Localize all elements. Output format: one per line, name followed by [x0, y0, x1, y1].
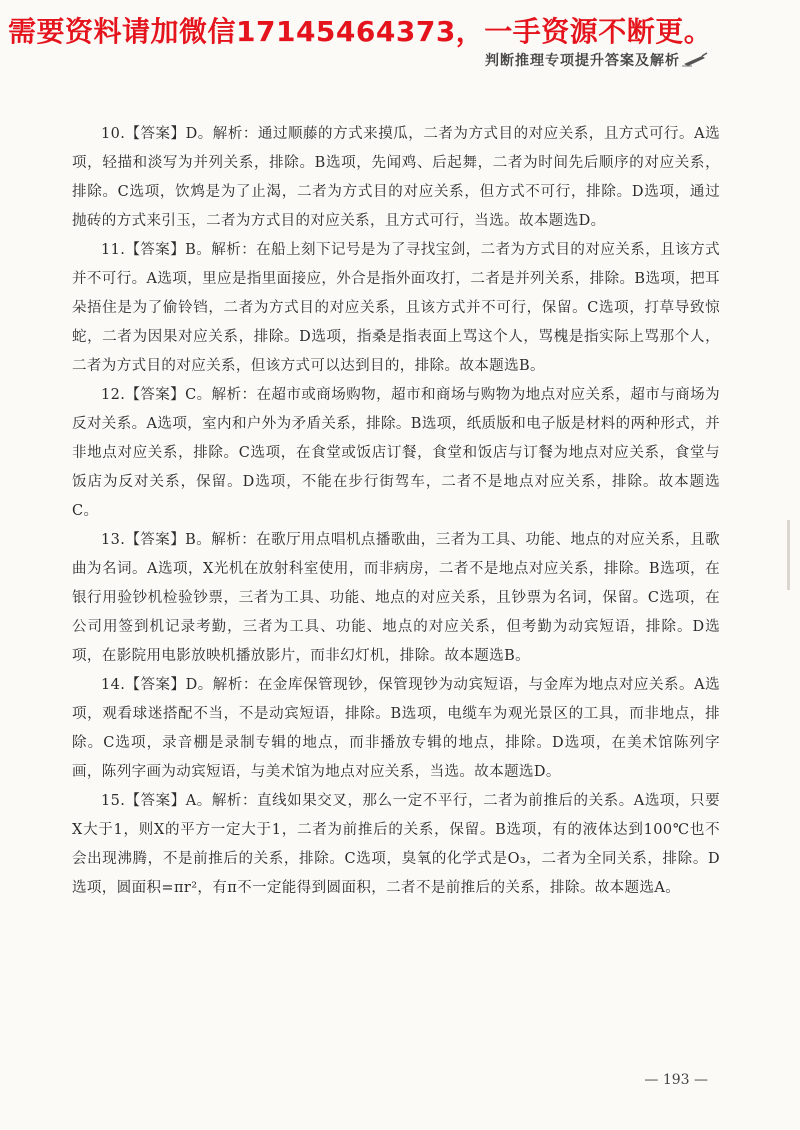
answer-list	[72, 120, 720, 903]
page-number: — 193 —	[644, 1072, 708, 1088]
watermark-banner: 需要资料请加微信17145464373，一手资源不断更。	[8, 15, 713, 48]
answer-10: 10.【答案】D。解析：通过顺藤的方式来摸瓜，二者为方式目的对应关系，且方式可行。A选项，轻描和淡写为并列关系，排除。B选项，先闻鸡、后起舞，二者为时间先后顺序的对应关系，排除。C选项，饮鸩是为了止渴，二者为方式目的对应关系，但方式不可行，排除。D选项，通过抛砖的方式来引玉，二者为方式目的对应关系，且方式可行，当选。故本题选D。	[72, 126, 720, 229]
page-header-title: 判断推理专项提升答案及解析	[485, 53, 680, 69]
answer-13: 13.【答案】B。解析：在歌厅用点唱机点播歌曲，三者为工具、功能、地点的对应关系，且歌曲为名词。A选项，X光机在放射科室使用，而非病房，二者不是地点对应关系，排除。B选项，在银行用验钞机检验钞票，三者为工具、功能、地点的对应关系，且钞票为名词，保留。C选项，在公司用签到机记录考勤，三者为工具、功能、地点的对应关系，但考勤为动宾短语，排除。D选项，在影院用电影放映机播放影片，而非幻灯机，排除。故本题选B。	[72, 532, 720, 664]
answer-15: 15.【答案】A。解析：直线如果交叉，那么一定不平行，二者为前推后的关系。A选项，只要X大于1，则X的平方一定大于1，二者为前推后的关系，保留。B选项，有的液体达到100℃也不会出现沸腾，不是前推后的关系，排除。C选项，臭氧的化学式是O₃，二者为全同关系，排除。D选项，圆面积=πr²，有π不一定能得到圆面积，二者不是前推后的关系，排除。故本题选A。	[72, 793, 720, 896]
answer-11: 11.【答案】B。解析：在船上刻下记号是为了寻找宝剑，二者为方式目的对应关系，且该方式并不可行。A选项，里应是指里面接应，外合是指外面攻打，二者是并列关系，排除。B选项，把耳朵捂住是为了偷铃铛，二者为方式目的对应关系，且该方式并不可行，保留。C选项，打草导致惊蛇，二者为因果对应关系，排除。D选项，指桑是指表面上骂这个人，骂槐是指实际上骂那个人，二者为方式目的对应关系，但该方式可以达到目的，排除。故本题选B。	[72, 242, 720, 374]
answer-12: 12.【答案】C。解析：在超市或商场购物，超市和商场与购物为地点对应关系，超市与商场为反对关系。A选项，室内和户外为矛盾关系，排除。B选项，纸质版和电子版是材料的两种形式，并非地点对应关系，排除。C选项，在食堂或饭店订餐，食堂和饭店与订餐为地点对应关系，食堂与饭店为反对关系，保留。D选项，不能在步行街驾车，二者不是地点对应关系，排除。故本题选C。	[72, 387, 720, 519]
pen-icon	[682, 50, 708, 68]
page-edge-shadow	[787, 520, 790, 590]
answer-14: 14.【答案】D。解析：在金库保管现钞，保管现钞为动宾短语，与金库为地点对应关系。A选项，观看球迷搭配不当，不是动宾短语，排除。B选项，电缆车为观光景区的工具，而非地点，排除。C选项，录音棚是录制专辑的地点，而非播放专辑的地点，排除。D选项，在美术馆陈列字画，陈列字画为动宾短语，与美术馆为地点对应关系，当选。故本题选D。	[72, 677, 720, 780]
